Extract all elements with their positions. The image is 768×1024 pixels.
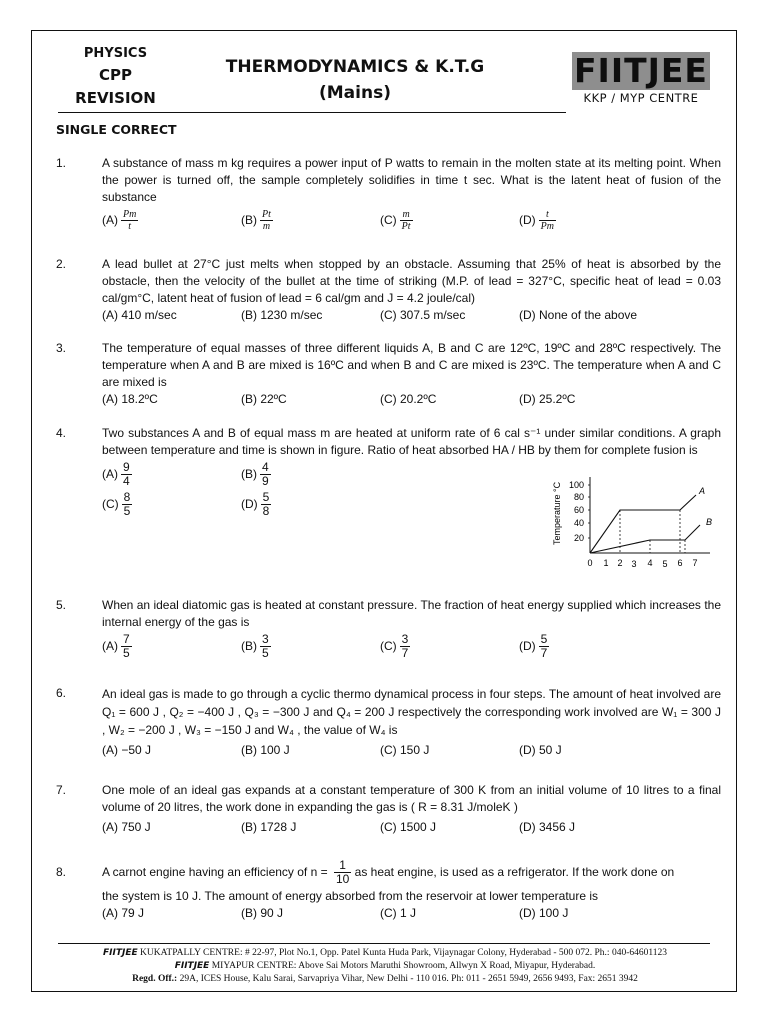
option-b[interactable]: (B) $\frac{Pt}{m}$ <box>241 209 271 232</box>
question-2 <box>56 256 721 325</box>
question-3 <box>56 340 721 409</box>
option-b[interactable]: (B) 90 J <box>241 906 284 920</box>
question-text: An ideal gas is made to go through a cyclic thermo dynamical process in four steps. The amount of heat involved are Q₁ = 600 J , Q₂ = −400 J , Q₃ = −300 J and Q₄ = 200 J respectively the corresponding work involved are W₁ = 300 J , W₂ = −200 J , W₃ = −150 J and W₄ , the value of W₄ is <box>102 687 721 737</box>
options <box>102 391 721 409</box>
y-tick: 60 <box>573 505 584 515</box>
subject-label: PHYSICS <box>83 46 148 61</box>
title-main: THERMODYNAMICS & K.T.G <box>225 57 485 77</box>
section-heading: SINGLE CORRECT <box>56 122 177 137</box>
question-text: When an ideal diatomic gas is heated at constant pressure. The fraction of heat energy supplied which increases the internal energy of the gas is <box>102 598 721 629</box>
question-7 <box>56 782 721 837</box>
option-d[interactable]: (D) $\frac{5}{8}$ <box>241 490 270 518</box>
footer-miyapur: FIITJEE MIYAPUR CENTRE: Above Sai Motors Maruthi Showroom, Allwyn X Road, Miyapur, Hyderabad. <box>174 961 596 971</box>
option-b[interactable]: (B) $\frac{3}{5}$ <box>241 632 269 660</box>
curve-a-label: A <box>699 486 706 496</box>
question-text: A lead bullet at 27°C just melts when stopped by an obstacle. Assuming that 25% of heat is absorbed by the obstacle, then the velocity of the bullet at the time of striking (M.P. of lead = 327°C, specific heat of lead = 0.03 cal/gm°C, latent heat of fusion of lead = 6 cal/gm and J = 4.2 joule/cal) <box>102 257 721 305</box>
y-tick: 40 <box>573 518 584 528</box>
y-tick: 100 <box>568 480 584 490</box>
x-tick: 2 <box>617 558 623 568</box>
option-c[interactable]: (C) 307.5 m/sec <box>380 308 466 322</box>
option-d[interactable]: (D) 50 J <box>519 743 562 757</box>
temperature-time-graph <box>548 473 728 573</box>
logo-text: FIITJEE <box>574 51 708 90</box>
centre-label: KKP / MYP CENTRE <box>583 91 699 105</box>
option-d[interactable]: (D) 100 J <box>519 906 569 920</box>
option-b[interactable]: (B) $\frac{4}{9}$ <box>241 460 269 488</box>
x-tick: 3 <box>631 559 637 569</box>
option-a[interactable]: (A) $\frac{Pm}{t}$ <box>102 209 137 232</box>
option-d[interactable]: (D) 3456 J <box>519 820 576 834</box>
x-tick: 0 <box>587 558 593 568</box>
option-d[interactable]: (D) $\frac{5}{7}$ <box>519 632 548 660</box>
question-8 <box>56 856 721 923</box>
question-number: 2. <box>56 257 67 271</box>
options <box>102 819 721 837</box>
option-c[interactable]: (C) $\frac{3}{7}$ <box>380 632 409 660</box>
x-tick: 4 <box>647 558 653 568</box>
x-tick: 1 <box>603 558 609 568</box>
x-tick: 5 <box>662 559 668 569</box>
options <box>102 209 721 235</box>
x-tick: 6 <box>677 558 683 568</box>
option-a[interactable]: (A) 750 J <box>102 820 151 834</box>
option-a[interactable]: (A) 79 J <box>102 906 145 920</box>
page-title <box>200 54 510 106</box>
option-d[interactable]: (D) 25.2ºC <box>519 392 576 406</box>
question-number: 6. <box>56 686 67 700</box>
question-text-line1: A carnot engine having an efficiency of n = $\frac{1}{10}$ as heat engine, is used as a refrigerator. If the work done on <box>102 858 675 887</box>
footer-regd-office: Regd. Off.: 29A, ICES House, Kalu Sarai, Sarvapriya Vihar, New Delhi - 110 016. Ph: 011 - 2651 5949, 2656 9493, Fax: 2651 3942 <box>132 974 638 984</box>
option-b[interactable]: (B) 1728 J <box>241 820 297 834</box>
option-b[interactable]: (B) 100 J <box>241 743 290 757</box>
question-text: A substance of mass m kg requires a power input of P watts to remain in the molten state at its melting point. When the power is turned off, the sample completely solidifies in time t sec. What is the latent heat of fusion of the substance <box>102 156 721 204</box>
efficiency-fraction: $\frac{1}{10}$ <box>335 858 350 887</box>
cpp-label: CPP <box>99 66 132 84</box>
question-text: One mole of an ideal gas expands at a constant temperature of 300 K from an initial volume of 10 litres to a final volume of 20 litres, the work done in expanding the gas is ( R = 8.31 J/moleK ) <box>102 783 721 814</box>
question-number: 7. <box>56 783 67 797</box>
question-number: 4. <box>56 426 67 440</box>
fiitjee-logo <box>572 52 710 90</box>
option-a[interactable]: (A) 18.2ºC <box>102 392 158 406</box>
question-number: 1. <box>56 156 67 170</box>
options <box>102 905 721 923</box>
option-b[interactable]: (B) 1230 m/sec <box>241 308 323 322</box>
option-c[interactable]: (C) 1500 J <box>380 820 437 834</box>
curve-b-label: B <box>706 517 713 527</box>
y-tick: 80 <box>573 492 584 502</box>
header-divider <box>58 112 566 113</box>
option-c[interactable]: (C) 1 J <box>380 906 416 920</box>
options <box>102 633 721 665</box>
option-c[interactable]: (C) $\frac{m}{Pt}$ <box>380 209 411 232</box>
option-c[interactable]: (C) 150 J <box>380 743 430 757</box>
option-a[interactable]: (A) 410 m/sec <box>102 308 177 322</box>
options <box>102 742 721 760</box>
question-text: Two substances A and B of equal mass m are heated at uniform rate of 6 cal s⁻¹ under similar conditions. A graph between temperature and time is shown in figure. Ratio of heat absorbed HA / HB by them for complete fusion is <box>102 426 721 457</box>
option-c[interactable]: (C) $\frac{8}{5}$ <box>102 490 131 518</box>
option-a[interactable]: (A) $\frac{9}{4}$ <box>102 460 130 488</box>
option-d[interactable]: (D) None of the above <box>519 308 638 322</box>
options <box>102 307 721 325</box>
question-5 <box>56 597 721 665</box>
revision-label: REVISION <box>75 89 156 107</box>
question-text: The temperature of equal masses of three different liquids A, B and C are 12ºC, 19ºC and 28ºC respectively. The temperature when A and B are mixed is 16ºC and when B and C are mixed is 23ºC. The temperature when A and C are mixed is <box>102 341 721 389</box>
footer <box>40 947 730 986</box>
x-tick: 7 <box>692 558 698 568</box>
option-a[interactable]: (A) −50 J <box>102 743 152 757</box>
question-1 <box>56 155 721 235</box>
question-text-line2: the system is 10 J. The amount of energy absorbed from the reservoir at lower temperature is <box>102 889 599 903</box>
option-d[interactable]: (D) $\frac{t}{Pm}$ <box>519 209 555 232</box>
question-number: 5. <box>56 598 67 612</box>
question-6 <box>56 685 721 760</box>
title-sub: (Mains) <box>319 83 391 103</box>
y-tick: 20 <box>573 533 584 543</box>
question-number: 3. <box>56 341 67 355</box>
question-number: 8. <box>56 865 67 879</box>
option-a[interactable]: (A) $\frac{7}{5}$ <box>102 632 130 660</box>
subject-block <box>58 44 173 110</box>
footer-divider <box>58 943 710 944</box>
footer-kukatpally: FIITJEE KUKATPALLY CENTRE: # 22-97, Plot No.1, Opp. Patel Kunta Huda Park, Vijaynagar Colony, Hyderabad - 500 072. Ph.: 040-64601123 <box>102 948 667 958</box>
y-axis-label: Temperature °C <box>552 481 562 545</box>
option-b[interactable]: (B) 22ºC <box>241 392 287 406</box>
option-c[interactable]: (C) 20.2ºC <box>380 392 437 406</box>
